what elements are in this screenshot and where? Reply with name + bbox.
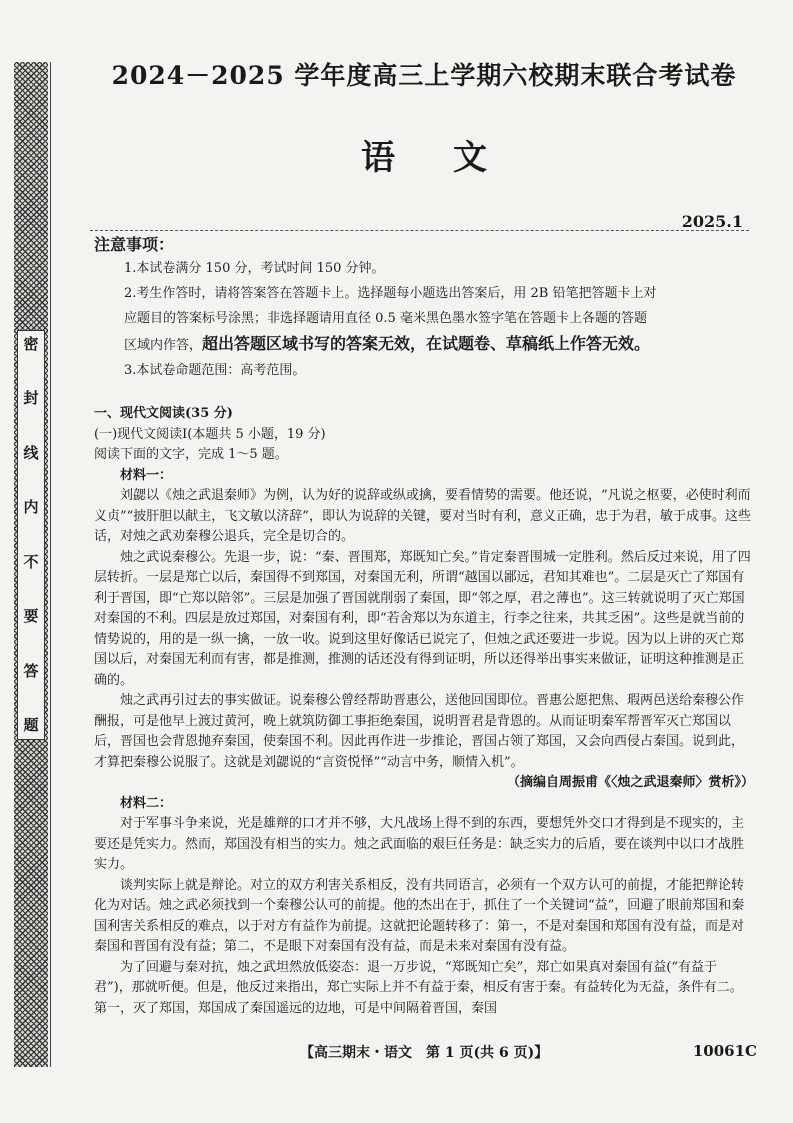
exam-subject: 语文 (361, 138, 545, 178)
notice-title: 注意事项： (94, 235, 175, 254)
page-footer: 【高三期末・语文 第 1 页(共 6 页)】 (300, 1045, 549, 1061)
notice-text: 区域内作答， (124, 338, 203, 353)
section-instruction: 阅读下面的文字，完成 1～5 题。 (94, 447, 288, 462)
reading-section (94, 404, 754, 1019)
exam-date: 2025.1 (681, 212, 743, 231)
section-subheading: (一)现代文阅读Ⅰ(本题共 5 小题，19 分) (94, 426, 326, 442)
binding-char: 题 (23, 715, 39, 734)
material-2-para-1: 对于军事斗争来说，光是雄辩的口才并不够，大凡战场上得不到的东西，要想凭外交口才得到是不现实的，主要还是凭实力。然而，郑国没有相当的实力。烛之武面临的艰巨任务是：缺乏实力的后盾，要在谈判中以口才战胜实力。 (94, 816, 745, 872)
material-1-para-1: 刘勰以《烛之武退秦师》为例，认为好的说辞或纵或擒，要看情势的需要。他还说，“凡说之枢要，必使时利而义贞”“披肝胆以献主，飞文敏以济辞”，即认为说辞的关键，要对当时有利，意义正确，忠于为君，敏于成事。这些话，对烛之武劝秦穆公退兵，完全是切合的。 (94, 488, 751, 544)
notice-item-3: 3.本试卷命题范围：高考范围。 (124, 363, 306, 378)
notice-highlight: 超出答题区域书写的答案无效，在试题卷、草稿纸上作答无效。 (202, 334, 651, 353)
section-heading: 一、现代文阅读(35 分) (94, 406, 233, 421)
notice-item-2-cont2 (94, 331, 754, 358)
binding-warning (17, 330, 45, 740)
binding-char: 线 (23, 443, 39, 462)
notice-item-2-cont: 应题目的答案标号涂黑；非选择题请用直径 0.5 毫米黑色墨水签字笔在答题卡上各题的答题 (124, 311, 647, 326)
binding-char: 内 (23, 498, 39, 517)
exam-title: 2024－2025 学年度高三上学期六校期末联合考试卷 (111, 61, 737, 90)
material-1-source: （摘编自周振甫《〈烛之武退秦师〉赏析》） (506, 775, 754, 790)
material-1-para-2: 烛之武说秦穆公。先退一步，说：“秦、晋围郑，郑既知亡矣。”肯定秦晋围城一定胜利。然后反过来说，用了四层转折。一层是郑亡以后，秦国得不到郑国，对秦国无利，所谓“越国以鄙远，君知其难也”。二层是灭亡了郑国有利于晋国，即“亡郑以陪邻”。三层是加强了晋国就削弱了秦国，即“邻之厚，君之薄也”。这三转就说明了灭亡郑国对秦国的不利。四层是放过郑国，对秦国有利，即“若舍郑以为东道主，行李之往来，共其乏困”。这些是就当前的情势说的，用的是一纵一擒，一放一收。说到这里好像话已说完了，但烛之武还要进一步说。因为以上讲的灭亡郑国以后，对秦国无利而有害，都是推测，推测的话还没有得到证明，所以还得举出事实来做证，证明这种推测是正确的。 (94, 549, 751, 688)
binding-char: 封 (23, 389, 39, 408)
material-1-para-3: 烛之武再引过去的事实做证。说秦穆公曾经帮助晋惠公，送他回国即位。晋惠公愿把焦、瑕两邑送给秦穆公作酬报，可是他早上渡过黄河，晚上就筑防御工事拒绝秦国，说明晋君是背恩的。从而证明秦军帮晋军灭亡郑国以后，晋国也会背恩抛弃秦国，使秦国不利。因此再作进一步推论，晋国占领了郑国，又会向西侵占秦国。说到此，才算把秦穆公说服了。这就是刘勰说的“言资悦怿”“动言中务，顺情入机”。 (94, 693, 745, 770)
binding-char: 不 (23, 552, 39, 571)
binding-char: 密 (23, 335, 39, 353)
material-1-label: 材料一： (120, 467, 173, 483)
material-2-label: 材料二： (120, 795, 173, 811)
binding-line (50, 62, 51, 1067)
header-divider (90, 230, 749, 232)
binding-char: 答 (23, 661, 39, 680)
material-2-para-3: 为了回避与秦对抗，烛之武坦然放低姿态：退一万步说，“郑既知亡矣”，郑亡如果真对秦国有益(“有益于君”)，那就听便。但是，他反过来指出，郑亡实际上并不有益于秦，相反有害于秦。有益转化为无益，条件有二。第一，灭了郑国，郑国成了秦国遥远的边地，可是中间隔着晋国，秦国 (94, 959, 743, 1016)
notice-item-1: 1.本试卷满分 150 分，考试时间 150 分钟。 (124, 261, 385, 276)
material-2-para-2: 谈判实际上就是辩论。对立的双方利害关系相反，没有共同语言，必须有一个双方认可的前提，才能把辩论转化为对话。烛之武必须找到一个秦穆公认可的前提。他的杰出在于，抓住了一个关键词“益”，回避了眼前郑国和秦国利害关系相反的难点，以于对方有益作为前提。这就把论题转移了：第一，不是对秦国和郑国有没有益，而是对秦国和晋国有没有益；第二，不是眼下对秦国有没有益，而是未来对秦国有没有益。 (94, 877, 745, 954)
paper-code: 10061C (692, 1042, 757, 1060)
binding-char: 要 (23, 607, 39, 626)
notice-item-2: 2.考生作答时，请将答案答在答题卡上。选择题每小题选出答案后，用 2B 铅笔把答题卡上对 (124, 286, 657, 301)
notice-list (94, 256, 754, 383)
